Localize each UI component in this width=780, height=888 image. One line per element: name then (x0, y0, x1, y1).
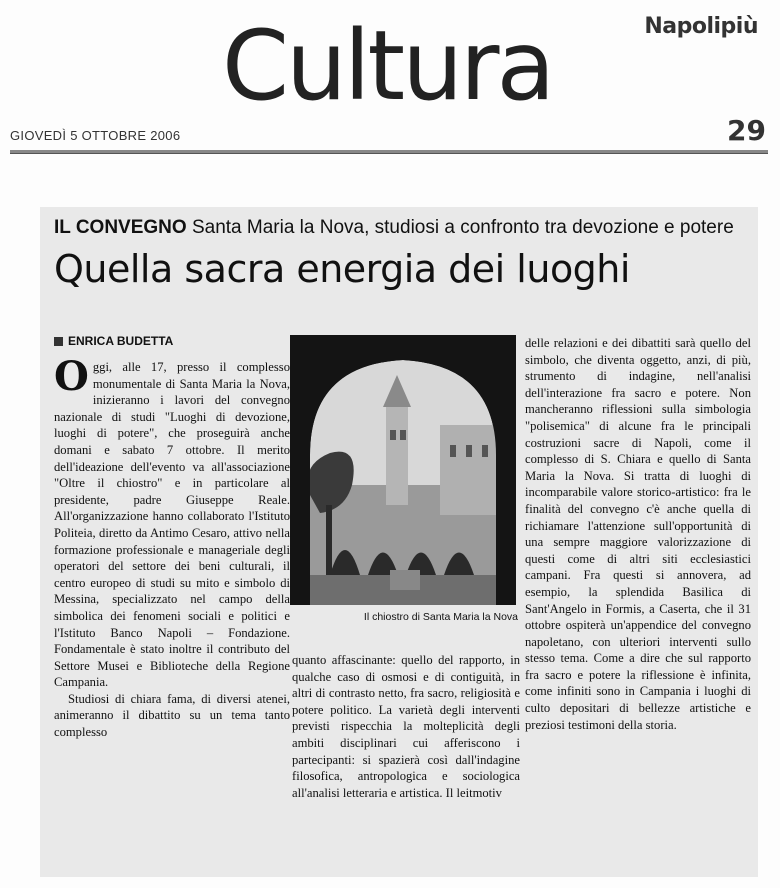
paragraph-text: ggi, alle 17, presso il complesso monumentale di Santa Maria la Nova, inizieranno i lavori del convegno nazionale di studi "Luoghi di devozione, luoghi di potere", che proseguirà anche domani e sabato 7 ottobre. Il merito dell'ideazione dell'evento va all'associazione "Oltre il chiostro" e in particolare al presidente, padre Giuseppe Reale. All'organizzazione hanno collaborato l'Istituto Politeia, diretto da Antimo Cesaro, attivo nella formazione professionale e manageriale degli operatori del settore dei beni culturali, il centro europeo di studi su mito e simbolo di Messina, specializzato nel campo della simbolica dei fenomeni sociali e politici e l'Istituto Banco Napoli – Fondazione. Fondamentale è stato inoltre il contributo del Settore Musei e Biblioteche della Regione Campania. (54, 360, 290, 690)
kicker-tag: IL CONVEGNO (54, 217, 187, 238)
article (40, 207, 758, 877)
header-rule (10, 150, 768, 154)
cloister-photo-image (290, 335, 516, 605)
photo-caption: Il chiostro di Santa Maria la Nova (363, 611, 518, 623)
section-title: Cultura (222, 10, 553, 122)
article-headline: Quella sacra energia dei luoghi (54, 247, 630, 291)
paragraph: Studiosi di chiara fama, di diversi atenei, animeranno il dibattito su un tema tanto complesso (54, 691, 290, 740)
page-number: 29 (727, 114, 766, 147)
cloister-photo (290, 335, 516, 605)
author-name: ENRICA BUDETTA (68, 334, 174, 348)
text-column-1 (54, 353, 290, 741)
issue-date: GIOVEDÌ 5 OTTOBRE 2006 (10, 128, 181, 143)
newspaper-logo: Napolipiù (644, 14, 758, 39)
byline-square-icon (54, 337, 63, 346)
paragraph (54, 353, 290, 691)
paragraph: delle relazioni e dei dibattiti sarà quello del simbolo, che diventa oggetto, anzi, di più, strumento di indagine, nell'analisi dell'interazione fra sacro e potere. Non mancheranno riflessioni sulla simbologia "polisemica" di alcune fra le principali costruzioni sacre di Napoli, come il complesso di S. Chiara e quello di Santa Maria la Nova. Si tratta di luoghi di incomparabile valore storico-artistico: fra le finalità del convegno c'è anche quella di richiamare l'attenzione sull'opportunità di una sempre maggiore valorizzazione di questi come di altri siti ecclesiastici campani. Fra questi si annovera, ad esempio, la splendida Basilica di Sant'Angelo in Formis, a Caserta, che il 31 ottobre ospiterà un'appendice del convegno napoletano, con ulteriori interventi sullo stesso tema. Come a dire che sul rapporto fra sacro e potere la riflessione è infinita, come infiniti sono in Campania i luoghi di culto depositari di bellezze artistiche e preziosi testimoni della storia. (525, 336, 751, 732)
paragraph: quanto affascinante: quello del rapporto, in qualche caso di osmosi e di contiguità, in altri di contrasto netto, fra sacro, religiosità e potere politico. La varietà degli interventi previsti rispecchia la molteplicità degli ambiti disciplinari cui afferiscono i partecipanti: si spazierà così dall'indagine filosofica, antropologica e sociologica all'analisi letteraria e artistica. Il leitmotiv (292, 653, 520, 800)
masthead (0, 0, 780, 160)
kicker-text: Santa Maria la Nova, studiosi a confronto tra devozione e potere (191, 217, 734, 238)
text-column-3 (525, 335, 751, 733)
dropcap: O (54, 353, 89, 400)
text-column-2 (292, 652, 520, 801)
byline (54, 334, 173, 348)
article-kicker (54, 217, 734, 239)
